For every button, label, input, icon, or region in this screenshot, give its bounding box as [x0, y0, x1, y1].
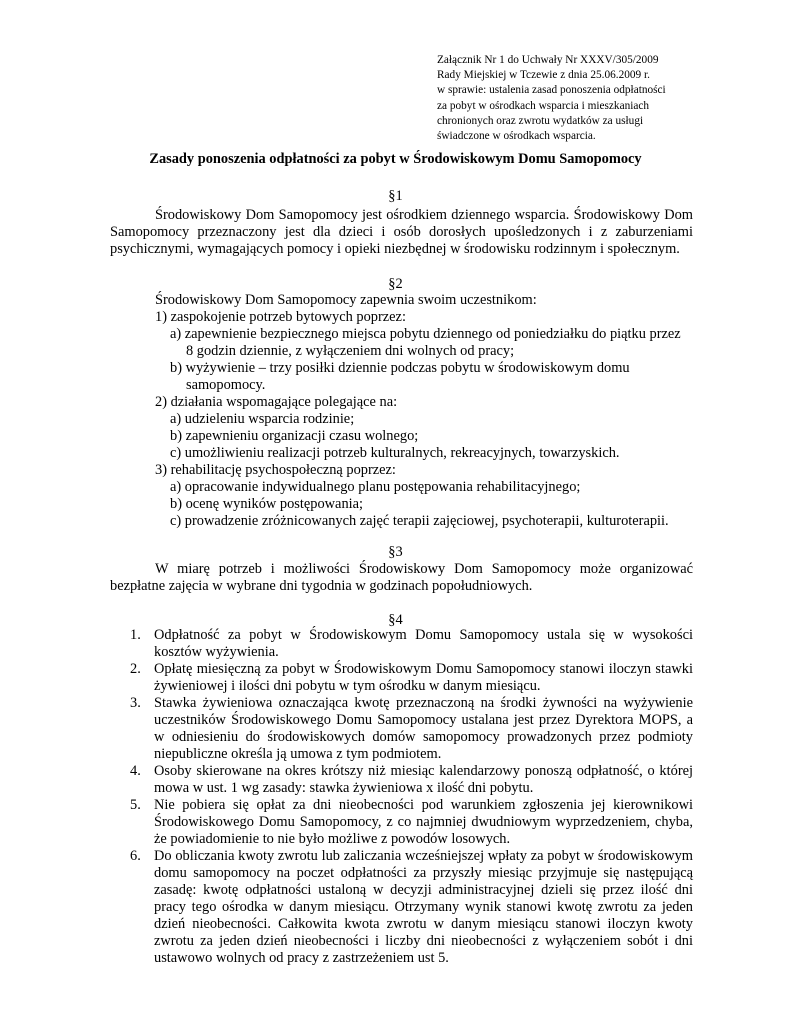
item-text: Opłatę miesięczną za pobyt w Środowiskowym Domu Samopomocy stanowi iloczyn stawki żywieniowej i ilości dni pobytu w tym ośrodku w danym miesiącu. [154, 661, 693, 694]
list-item: 3) rehabilitację psychospołeczną poprzez: [155, 462, 396, 478]
section-2-body [110, 292, 693, 530]
item-text: Do obliczania kwoty zwrotu lub zaliczania wcześniejszej wpłaty za pobyt w środowiskowym domu samopomocy na poczet odpłatności za przyszły miesiąc przyjmuje się następującą zasadę: kwotę odpłatności ustaloną w decyzji administracyjnej dzieli się przez ilość dni pracy tego ośrodka w danym miesiącu. Otrzymany wynik stanowi kwotę zwrotu za jeden dzień nieobecności. Całkowita kwota zwrotu w danym miesiącu stanowi iloczyn kwoty zwrotu za jeden dzień nieobecności i liczby dni nieobecności z wyłączeniem sobót i dni ustawowo wolnych od pracy z zastrzeżeniem ust 5. [154, 848, 693, 966]
header-line: Załącznik Nr 1 do Uchwały Nr XXXV/305/2009 [437, 54, 659, 66]
list-subitem: a) opracowanie indywidualnego planu postępowania rehabilitacyjnego; [170, 479, 581, 495]
numbered-item [110, 627, 693, 661]
item-text: Nie pobiera się opłat za dni nieobecności pod warunkiem zgłoszenia jej kierownikowi Środowiskowego Domu Samopomocy, z co najmniej dwudniowym wyprzedzeniem, chyba, że powiadomienie to nie było możliwe z powodów losowych. [154, 797, 693, 847]
list-item: 1) zaspokojenie potrzeb bytowych poprzez: [155, 309, 406, 325]
item-text: Stawka żywieniowa oznaczająca kwotę przeznaczoną na środki żywności na wyżywienie uczestników Środowiskowego Domu Samopomocy ustalana jest przez Dyrektora MOPS, a w odniesieniu do środowiskowych domów samopomocy prowadzonych przez podmioty niepubliczne określa ją umowa z tym podmiotem. [154, 695, 693, 762]
list-subitem: a) udzieleniu wsparcia rodzinie; [170, 411, 355, 427]
list-subitem-cont: samopomocy. [186, 377, 266, 393]
numbered-item [110, 848, 693, 967]
numbered-item [110, 763, 693, 797]
item-number: 2. [130, 661, 141, 677]
attachment-header [437, 53, 737, 144]
numbered-item [110, 661, 693, 695]
item-number: 3. [130, 695, 141, 711]
section-2-intro: Środowiskowy Dom Samopomocy zapewnia swoim uczestnikom: [155, 292, 537, 308]
list-subitem: a) zapewnienie bezpiecznego miejsca pobytu dziennego od poniedziałku do piątku przez [170, 326, 681, 342]
item-number: 5. [130, 797, 141, 813]
header-line: za pobyt w ośrodkach wsparcia i mieszkaniach [437, 99, 650, 112]
header-line: Rady Miejskiej w Tczewie z dnia 25.06.2009 r. [437, 69, 650, 82]
list-subitem: b) zapewnieniu organizacji czasu wolnego; [170, 428, 419, 444]
item-number: 4. [130, 763, 141, 779]
document-title: Zasady ponoszenia odpłatności za pobyt w Środowiskowym Domu Samopomocy [149, 151, 642, 167]
list-subitem: c) prowadzenie zróżnicowanych zajęć terapii zajęciowej, psychoterapii, kulturoterapii. [170, 513, 669, 529]
list-subitem-cont: 8 godzin dziennie, z wyłączeniem dni wolnych od pracy; [186, 343, 515, 359]
list-subitem: b) ocenę wyników postępowania; [170, 496, 364, 512]
list-subitem: c) umożliwieniu realizacji potrzeb kulturalnych, rekreacyjnych, towarzyskich. [170, 445, 620, 461]
section-1-text: Środowiskowy Dom Samopomocy jest ośrodkiem dziennego wsparcia. Środowiskowy Dom Samopomocy przeznaczony jest dla dzieci i osób dorosłych upośledzonych i z zaburzeniami psychicznymi, wymagających pomocy i opieki niezbędnej w środowisku rodzinnym i społecznym. [110, 207, 693, 257]
section-3-heading: §3 [388, 544, 403, 560]
numbered-item [110, 695, 693, 763]
item-number: 1. [130, 627, 141, 643]
section-1-heading: §1 [388, 188, 403, 204]
header-line: chronionych oraz zwrotu wydatków za usługi [437, 114, 644, 127]
list-item: 2) działania wspomagające polegające na: [155, 394, 398, 410]
item-number: 6. [130, 848, 141, 864]
numbered-item [110, 797, 693, 848]
item-text: Odpłatność za pobyt w Środowiskowym Domu Samopomocy ustala się w wysokości kosztów wyżywienia. [154, 627, 693, 660]
item-text: Osoby skierowane na okres krótszy niż miesiąc kalendarzowy ponoszą odpłatność, o której mowa w ust. 1 wg zasady: stawka żywieniowa x ilość dni pobytu. [154, 763, 693, 796]
section-4-list [110, 627, 693, 967]
header-line: w sprawie: ustalenia zasad ponoszenia odpłatności [437, 84, 666, 97]
section-3-text: W miarę potrzeb i możliwości Środowiskowy Dom Samopomocy może organizować bezpłatne zajęcia w wybrane dni tygodnia w godzinach popołudniowych. [110, 561, 693, 594]
header-line: świadczone w ośrodkach wsparcia. [437, 130, 596, 143]
section-4-heading: §4 [388, 612, 403, 628]
section-2-heading: §2 [388, 276, 403, 292]
list-subitem: b) wyżywienie – trzy posiłki dziennie podczas pobytu w środowiskowym domu [170, 360, 630, 376]
